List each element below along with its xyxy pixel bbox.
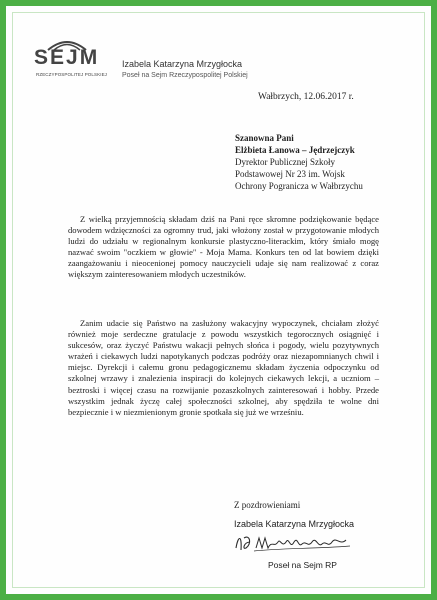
sejm-logo [30,34,110,86]
addressee-salutation: Szanowna Pani [235,133,294,143]
addressee-name: Elżbieta Łanowa – Jędrzejczyk [235,145,355,155]
frame-inner-edge [12,12,425,588]
addressee-block [235,132,363,192]
logo-word: SEJM [34,46,100,69]
letter-date: Wałbrzych, 12.06.2017 r. [258,92,354,102]
addressee-line-2: Podstawowej Nr 23 im. Wojsk [235,169,345,179]
body-paragraph-2: Zanim udacie się Państwo na zasłużony wakacyjny wypoczynek, chciałam złożyć również moje serdeczne gratulacje z powodu wszystkich tegorocznych osiągnięć i sukcesów, oraz życzyć Państwu wakacji pełnych słońca i pogody, wielu pozytywnych wrażeń i ciekawych ludzi napotykanych podczas podróży oraz niezapomnianych chwil i miejsc. Dyrekcji i całemu gronu pedagogicznemu składam życzenia odpoczynku od szkolnej wrzawy i znalezienia inspiracji do kolejnych ciekawych lekcji, a uczniom – beztroski i więcej czasu na rozwijanie pozaszkolnych zainteresowań i hobby. Przede wszystkim jednak życzę całej społeczności szkolnej, aby spędziła te wolne dni bezpiecznie i w niezmienionym gronie spotkała się już we wrześniu. [68,318,379,417]
letterhead-name: Izabela Katarzyna Mrzygłocka [122,59,243,69]
handwritten-signature [232,530,358,556]
closing-phrase: Z pozdrowieniami [234,500,301,510]
addressee-line-3: Ochrony Pogranicza w Wałbrzychu [235,181,363,191]
signer-role: Poseł na Sejm RP [268,560,337,570]
signer-name: Izabela Katarzyna Mrzygłocka [234,519,355,529]
logo-subtitle: RZECZYPOSPOLITEJ POLSKIEJ [36,72,108,77]
body-paragraph-1: Z wielką przyjemnością składam dziś na Pani ręce skromne podziękowanie będące dowodem wdzięczności za ogromny trud, jaki włożony został w przygotowanie młodych ludzi do udziału w regionalnym konkursie plastyczno-literackim, który śmiało mogę nazwać swoim "oczkiem w głowie" - Moja Mama. Konkurs ten od lat bowiem dzięki zaangażowaniu i nieocenionej pomocy nauczycieli udaje się nam realizować z coraz większym zainteresowaniem młodych uczestników. [68,214,379,280]
letterhead-title: Poseł na Sejm Rzeczypospolitej Polskiej [122,72,248,79]
addressee-line-1: Dyrektor Publicznej Szkoły [235,157,335,167]
